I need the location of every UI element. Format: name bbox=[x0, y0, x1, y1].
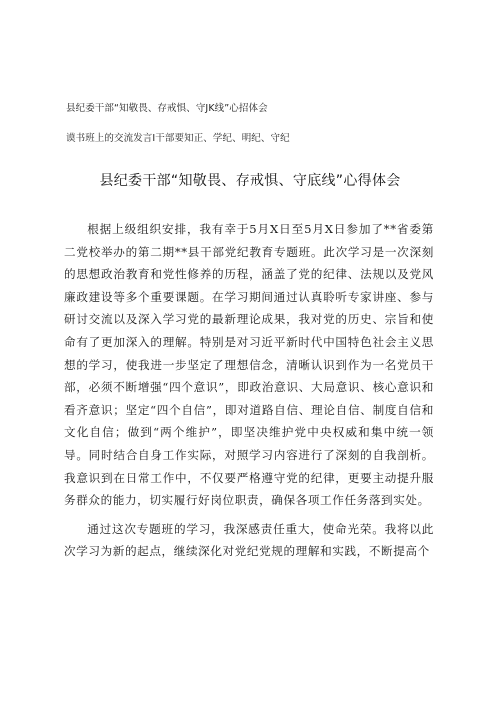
paragraph-1: 根据上级组织安排，我有幸于5月X日至5月X日参加了**省委第二党校举办的第二期**县干部党纪教育专题班。此次学习是一次深刻的思想政治教育和党性修养的历程，涵盖了党的纪律、法规以及党风廉政建设等多个重要课题。在学习期间通过认真聆听专家讲座、参与研讨交流以及深入学习党的最新理论成果，我对党的历史、宗旨和使命有了更加深入的理解。特别是对习近平新时代中国特色社会主义思想的学习，使我进一步坚定了理想信念，清晰认识到作为一名党员干部，必须不断增强“四个意识”，即政治意识、大局意识、核心意识和看齐意识；坚定“四个自信”，即对道路自信、理论自信、制度自信和文化自信；做到“两个维护”，即坚决维护党中央权威和集中统一领导。同时结合自身工作实际，对照学习内容进行了深刻的自我剖析。我意识到在日常工作中，不仅要严格遵守党的纪律，更要主动提升服务群众的能力，切实履行好岗位职责，确保各项工作任务落到实处。 bbox=[64, 222, 434, 508]
paragraph-2: 通过这次专题班的学习，我深感责任重大，使命光荣。我将以此次学习为新的起点，继续深化对党纪党规的理解和实践，不断提高个 bbox=[64, 521, 434, 559]
document-body bbox=[64, 218, 434, 569]
header-line-1: 县纪委干部“知敬畏、存戒惧、守JK线”心招体会 bbox=[66, 103, 268, 114]
header-line-2: 谟书班上的交流发言I干部要知正、学纪、明纪、守纪 bbox=[66, 133, 290, 144]
page-title: 县纪委干部“知敬畏、存戒惧、守底线”心得体会 bbox=[99, 173, 401, 189]
